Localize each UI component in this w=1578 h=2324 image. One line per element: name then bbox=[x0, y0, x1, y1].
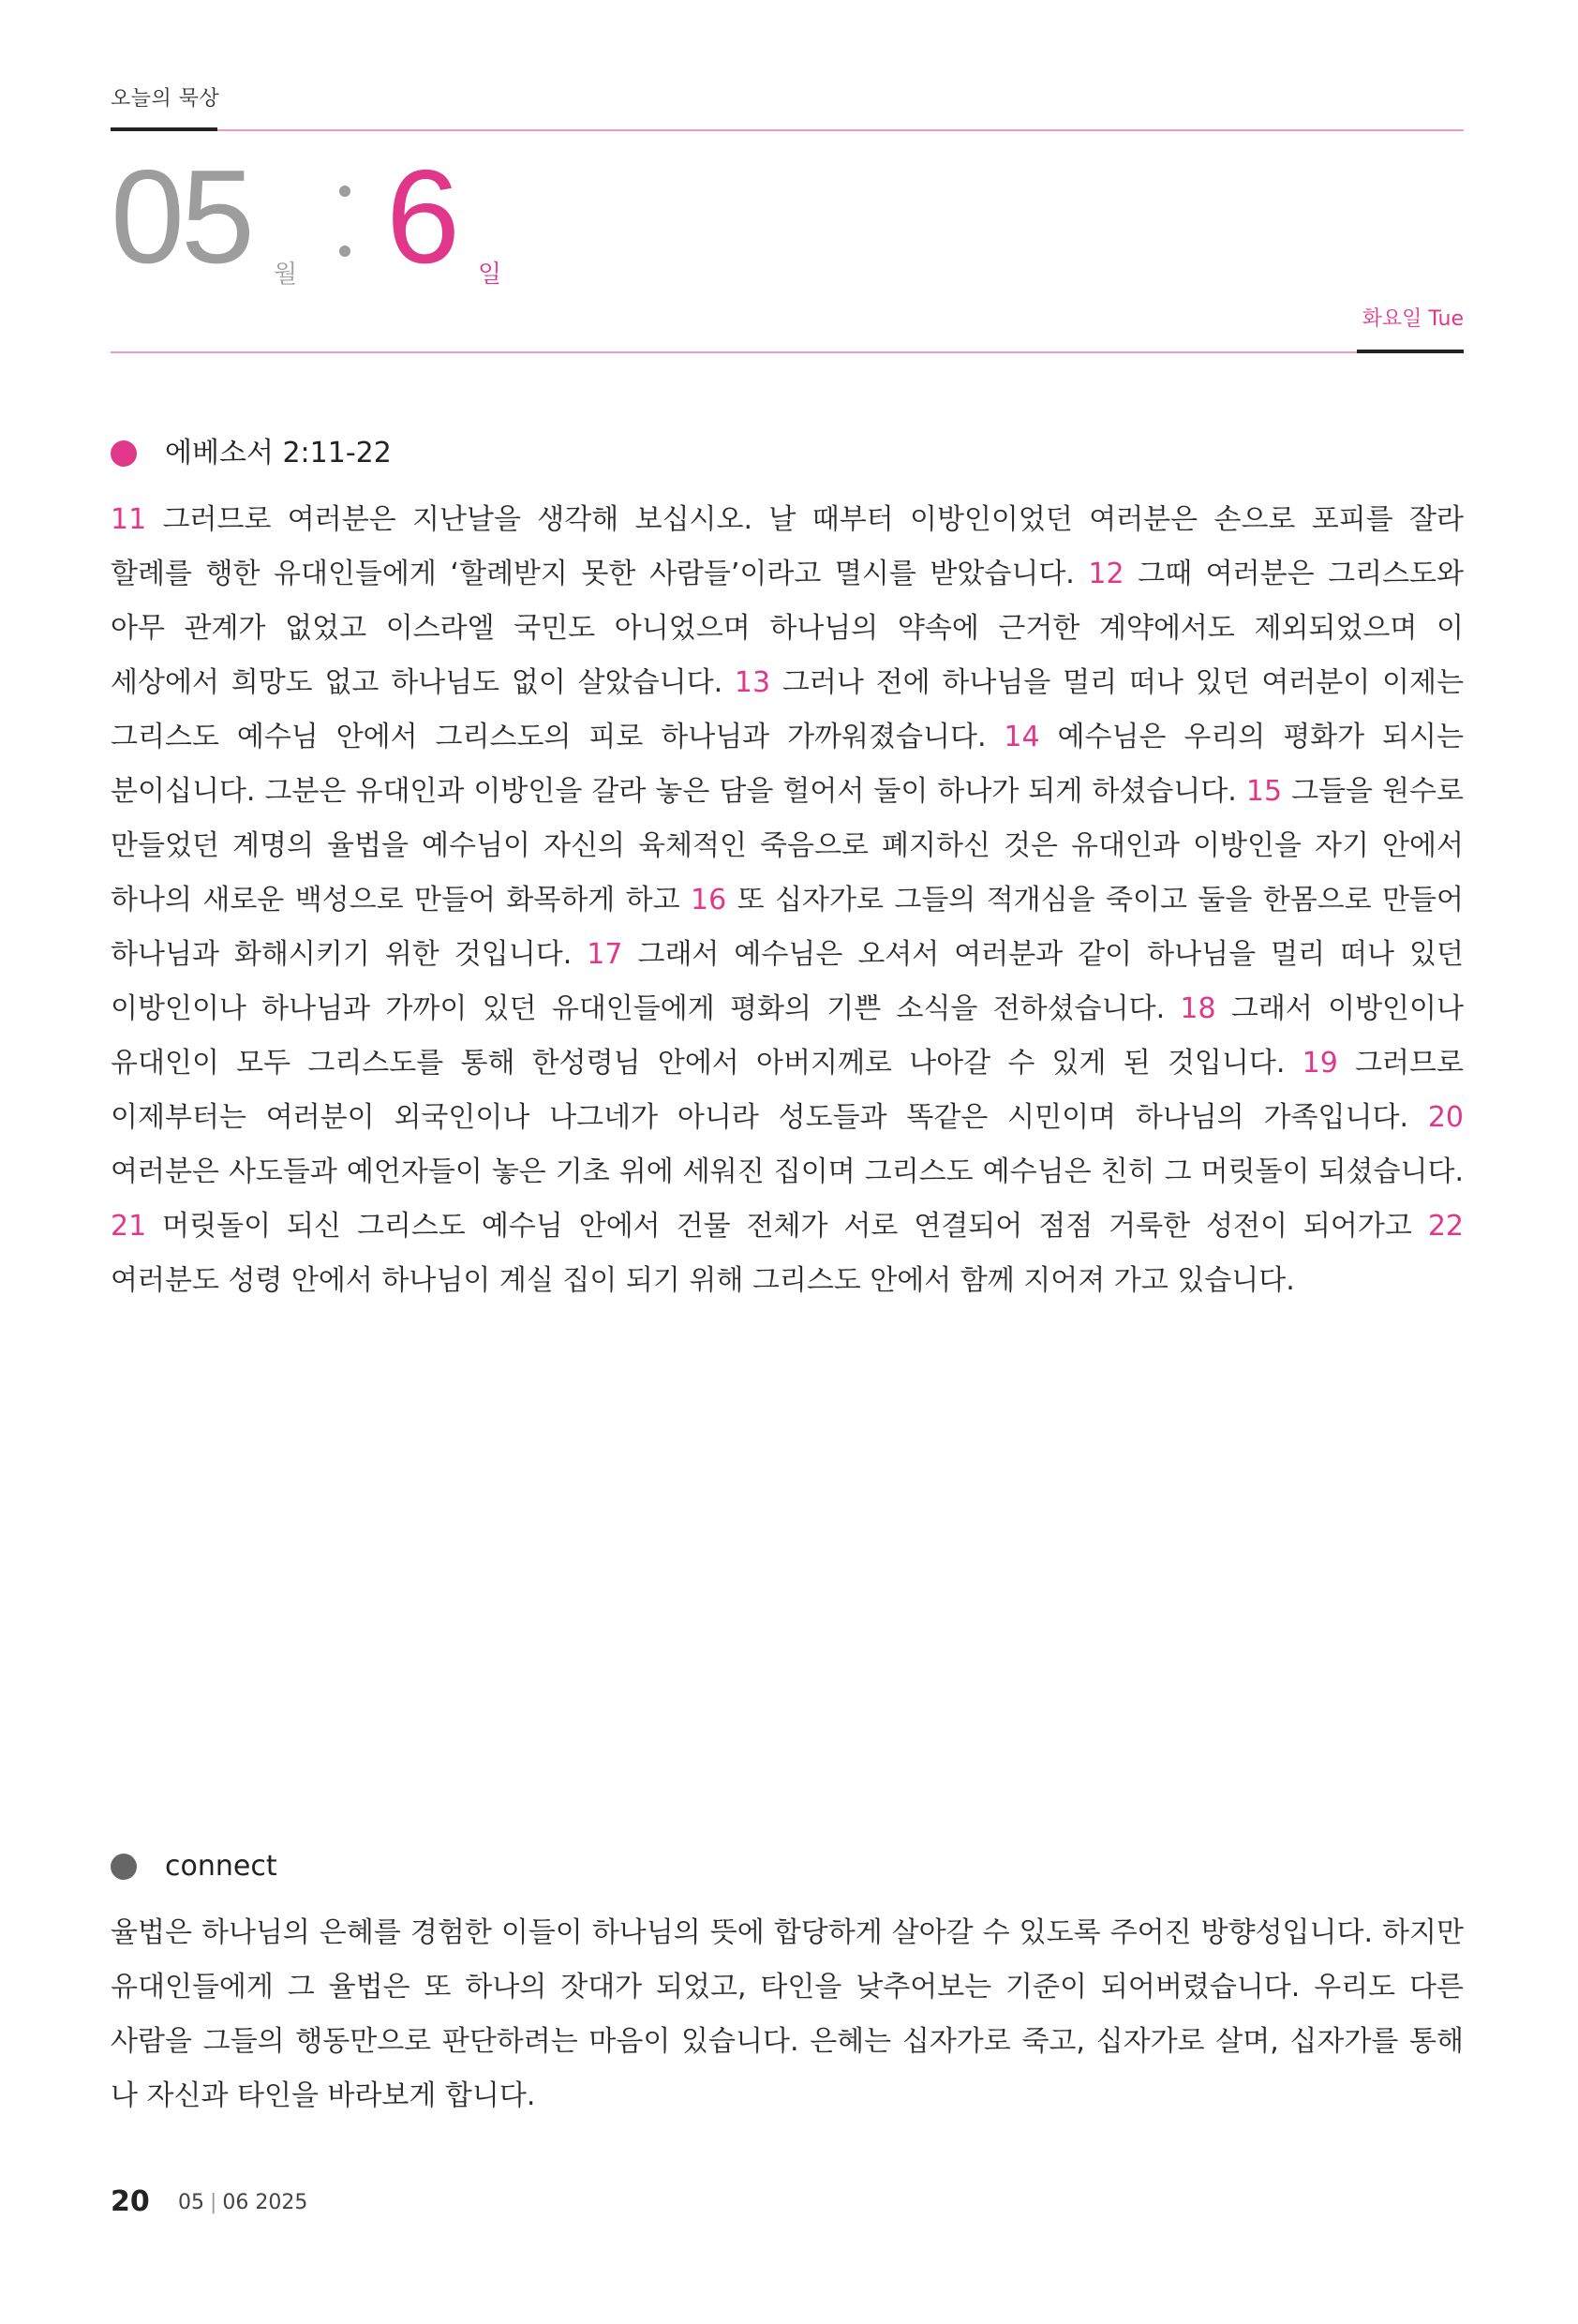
verse-text: 또 십자가로 그들의 적개심을 죽이고 둘을 한몸으로 만들어 하나님과 화해시키기 위한 것입니다. bbox=[111, 884, 1464, 971]
scripture-text bbox=[111, 493, 1464, 1308]
date-rule bbox=[111, 351, 1464, 353]
verse-number: 13 bbox=[734, 666, 771, 699]
scripture-reference: 에베소서 2:11-22 bbox=[165, 437, 392, 469]
date-colon-icon bbox=[339, 186, 350, 257]
bullet-dot-icon bbox=[111, 440, 137, 467]
verse-number: 18 bbox=[1180, 992, 1216, 1025]
header-rule bbox=[111, 129, 1464, 131]
verse-text: 여러분은 사도들과 예언자들이 놓은 기초 위에 세워진 집이며 그리스도 예수님은 친히 그 머릿돌이 되셨습니다. bbox=[111, 1155, 1464, 1188]
issue-separator: | bbox=[210, 2191, 217, 2214]
verse-text: 그때 여러분은 그리스도와 아무 관계가 없었고 이스라엘 국민도 아니었으며 하나님의 약속에 근거한 계약에서도 제외되었으며 이 세상에서 희망도 없고 하나님도 없이 살았습니다. bbox=[111, 558, 1465, 699]
date-rule-accent bbox=[1357, 350, 1464, 353]
verse-number: 19 bbox=[1302, 1047, 1338, 1080]
verse-text: 그래서 예수님은 오셔서 여러분과 같이 하나님을 멀리 떠나 있던 이방인이나 하나님과 가까이 있던 유대인들에게 평화의 기쁜 소식을 전하셨습니다. bbox=[111, 938, 1464, 1025]
verse-text: 그러나 전에 하나님을 멀리 떠나 있던 여러분이 이제는 그리스도 예수님 안에서 그리스도의 피로 하나님과 가까워졌습니다. bbox=[111, 666, 1464, 753]
verse-number: 14 bbox=[1004, 721, 1040, 753]
verse-number: 20 bbox=[1427, 1101, 1464, 1134]
verse-text: 그러므로 이제부터는 여러분이 외국인이나 나그네가 아니라 성도들과 똑같은 시민이며 하나님의 가족입니다. bbox=[111, 1047, 1464, 1134]
verse-number: 16 bbox=[691, 884, 727, 916]
verse-number: 22 bbox=[1427, 1210, 1464, 1243]
verse-text: 그들을 원수로 만들었던 계명의 율법을 예수님이 자신의 육체적인 죽음으로 폐지하신 것은 유대인과 이방인을 자기 안에서 하나의 새로운 백성으로 만들어 화목하게 하고 bbox=[111, 775, 1465, 916]
verse-text: 머릿돌이 되신 그리스도 예수님 안에서 건물 전체가 서로 연결되어 점점 거룩한 성전이 되어가고 bbox=[146, 1210, 1428, 1243]
header-rule-accent bbox=[111, 127, 217, 131]
page-number: 20 bbox=[111, 2185, 150, 2218]
verse-number: 12 bbox=[1088, 558, 1124, 590]
issue-day-year: 06 2025 bbox=[222, 2191, 308, 2214]
verse-number: 21 bbox=[111, 1210, 147, 1243]
verse-number: 15 bbox=[1245, 775, 1283, 808]
issue-month: 05 bbox=[178, 2191, 204, 2214]
day-number: 6 bbox=[386, 142, 456, 291]
connect-title: connect bbox=[165, 1850, 277, 1883]
verse-text: 여러분도 성령 안에서 하나님이 계실 집이 되기 위해 그리스도 안에서 함께 지어져 가고 있습니다. bbox=[111, 1264, 1295, 1297]
verse-number: 17 bbox=[587, 938, 623, 971]
month-number: 05 bbox=[111, 142, 251, 291]
verse-text: 그러므로 여러분은 지난날을 생각해 보십시오. 날 때부터 이방인이었던 여러분은 손으로 포피를 잘라 할례를 행한 유대인들에게 ‘할례받지 못한 사람들’이라고 멸시를 받았습니다. bbox=[111, 503, 1464, 590]
section-label: 오늘의 묵상 bbox=[111, 87, 220, 111]
weekday-label: 화요일 Tue bbox=[1362, 307, 1464, 331]
verse-text: 그래서 이방인이나 유대인이 모두 그리스도를 통해 한성령님 안에서 아버지께로 나아갈 수 있게 된 것입니다. bbox=[111, 992, 1464, 1080]
verse-number: 11 bbox=[111, 503, 147, 536]
day-unit: 일 bbox=[478, 261, 502, 289]
connect-text: 율법은 하나님의 은혜를 경험한 이들이 하나님의 뜻에 합당하게 살아갈 수 있도록 주어진 방향성입니다. 하지만 유대인들에게 그 율법은 또 하나의 잣대가 되었고, 타인을 낮추어보는 기준이 되어버렸습니다. 우리도 다른 사람을 그들의 행동만으로 판단하려는 마음이 있습니다. 은혜는 십자가로 죽고, 십자가로 살며, 십자가를 통해 나 자신과 타인을 바라보게 합니다. bbox=[111, 1916, 1464, 2112]
verse-text: 예수님은 우리의 평화가 되시는 분이십니다. 그분은 유대인과 이방인을 갈라 놓은 담을 헐어서 둘이 하나가 되게 하셨습니다. bbox=[111, 721, 1465, 808]
month-unit: 월 bbox=[274, 261, 298, 289]
issue-date bbox=[178, 2187, 307, 2219]
bullet-dot-icon bbox=[111, 1854, 137, 1880]
